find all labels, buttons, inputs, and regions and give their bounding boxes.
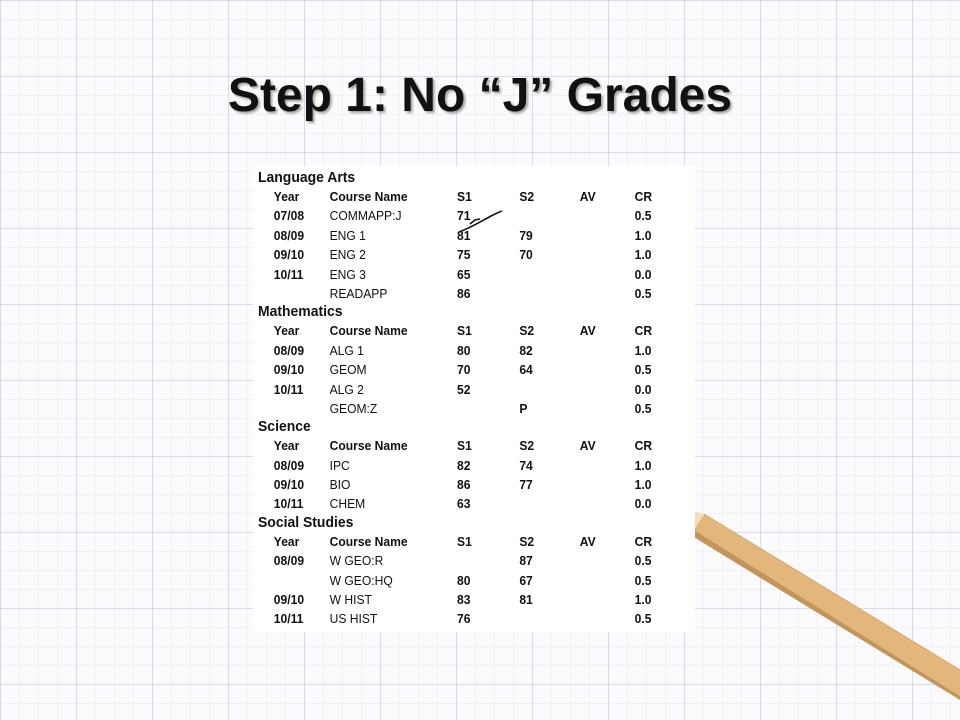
column-header-s2: S2 bbox=[519, 323, 535, 339]
cell-s1: 70 bbox=[457, 362, 471, 378]
cell-s2: 67 bbox=[519, 572, 533, 588]
cell-cr: 0.0 bbox=[634, 266, 652, 282]
cell-s1: 65 bbox=[457, 266, 471, 282]
section-title: Language Arts bbox=[258, 169, 356, 186]
cell-cr: 0.0 bbox=[634, 381, 652, 397]
transcript-section bbox=[258, 513, 653, 629]
cell-s2: 79 bbox=[519, 227, 533, 243]
transcript-body bbox=[258, 169, 653, 629]
cell-cr: 0.5 bbox=[634, 572, 652, 588]
pencil-image bbox=[690, 500, 960, 700]
cell-s1: 52 bbox=[457, 381, 471, 397]
handwritten-check-mark bbox=[456, 207, 504, 235]
table-row bbox=[258, 245, 652, 264]
table-row bbox=[258, 609, 652, 628]
table-header-row bbox=[258, 532, 653, 551]
table-row bbox=[258, 551, 652, 570]
cell-course: ALG 2 bbox=[329, 381, 364, 397]
cell-course: IPC bbox=[329, 457, 350, 473]
cell-year: 10/11 bbox=[273, 611, 304, 627]
cell-cr: 0.5 bbox=[634, 208, 652, 224]
column-header-course: Course Name bbox=[329, 189, 408, 204]
cell-year: 09/10 bbox=[273, 362, 305, 378]
column-header-av: AV bbox=[579, 438, 596, 454]
cell-s1: 80 bbox=[457, 342, 471, 358]
cell-cr: 0.5 bbox=[634, 362, 652, 378]
cell-cr: 0.5 bbox=[634, 553, 652, 569]
cell-s2: 77 bbox=[519, 477, 533, 493]
cell-s1: 83 bbox=[457, 592, 471, 608]
column-header-course: Course Name bbox=[329, 438, 408, 454]
column-header-s1: S1 bbox=[457, 189, 472, 204]
cell-course: READAPP bbox=[329, 285, 388, 301]
column-header-year: Year bbox=[273, 533, 300, 549]
cell-s1: 80 bbox=[457, 572, 471, 588]
cell-s1: 75 bbox=[457, 247, 471, 263]
cell-cr: 0.5 bbox=[634, 400, 652, 416]
table-header-row bbox=[258, 321, 653, 340]
cell-cr: 1.0 bbox=[634, 342, 652, 358]
cell-s2: 64 bbox=[519, 362, 533, 378]
cell-course: ENG 2 bbox=[329, 247, 366, 263]
transcript-image bbox=[253, 166, 695, 632]
cell-cr: 0.5 bbox=[634, 285, 652, 301]
cell-year: 07/08 bbox=[273, 208, 305, 224]
table-row bbox=[258, 571, 652, 590]
column-header-av: AV bbox=[579, 189, 596, 204]
cell-course: COMMAPP:J bbox=[329, 208, 402, 224]
column-header-cr: CR bbox=[634, 438, 653, 454]
cell-cr: 1.0 bbox=[634, 457, 652, 473]
table-row bbox=[258, 456, 652, 475]
table-row bbox=[258, 590, 652, 609]
cell-s2: 81 bbox=[519, 592, 533, 608]
column-header-s1: S1 bbox=[457, 323, 472, 339]
cell-year: 09/10 bbox=[273, 592, 305, 608]
cell-year: 08/09 bbox=[273, 553, 305, 569]
table-row bbox=[258, 226, 652, 245]
column-header-s2: S2 bbox=[519, 533, 535, 549]
table-row bbox=[258, 265, 652, 284]
column-header-s2: S2 bbox=[519, 189, 535, 204]
cell-cr: 0.0 bbox=[634, 496, 652, 512]
cell-s2: 87 bbox=[519, 553, 533, 569]
cell-course: US HIST bbox=[329, 611, 378, 627]
cell-s1: 63 bbox=[457, 496, 471, 512]
table-row bbox=[258, 380, 652, 399]
cell-s2: 74 bbox=[519, 457, 533, 473]
cell-s1: 71 bbox=[457, 208, 471, 224]
column-header-av: AV bbox=[579, 323, 596, 339]
table-row bbox=[258, 399, 652, 418]
table-header-row bbox=[258, 436, 653, 455]
cell-year: 09/10 bbox=[273, 477, 305, 493]
cell-s2: 70 bbox=[519, 247, 533, 263]
table-row bbox=[258, 494, 652, 513]
cell-year: 08/09 bbox=[273, 227, 305, 243]
column-header-s2: S2 bbox=[519, 438, 535, 454]
cell-s1: 86 bbox=[457, 477, 471, 493]
cell-s2: P bbox=[519, 400, 528, 416]
table-header-row bbox=[258, 187, 653, 206]
cell-year: 10/11 bbox=[273, 266, 304, 282]
cell-course: GEOM bbox=[329, 362, 367, 378]
column-header-year: Year bbox=[273, 323, 300, 339]
cell-s2: 82 bbox=[519, 342, 533, 358]
table-row bbox=[258, 475, 652, 494]
transcript-section bbox=[258, 303, 653, 418]
cell-course: BIO bbox=[329, 477, 351, 493]
cell-year: 09/10 bbox=[273, 247, 305, 263]
column-header-course: Course Name bbox=[329, 533, 408, 549]
cell-course: ENG 3 bbox=[329, 266, 366, 282]
section-title: Social Studies bbox=[258, 513, 354, 531]
column-header-cr: CR bbox=[634, 323, 653, 339]
cell-year: 10/11 bbox=[273, 496, 304, 512]
column-header-s1: S1 bbox=[457, 438, 472, 454]
cell-cr: 1.0 bbox=[634, 477, 652, 493]
cell-course: ALG 1 bbox=[329, 342, 364, 358]
column-header-av: AV bbox=[579, 533, 596, 549]
cell-course: CHEM bbox=[329, 496, 366, 512]
column-header-cr: CR bbox=[634, 533, 653, 549]
cell-year: 08/09 bbox=[273, 342, 305, 358]
transcript-section bbox=[258, 418, 653, 514]
cell-cr: 0.5 bbox=[634, 611, 652, 627]
column-header-course: Course Name bbox=[329, 323, 408, 339]
table-row bbox=[258, 284, 652, 303]
cell-year: 08/09 bbox=[273, 457, 305, 473]
table-row bbox=[258, 341, 652, 360]
cell-s1: 86 bbox=[457, 285, 471, 301]
cell-year: 10/11 bbox=[273, 381, 304, 397]
cell-course: W GEO:HQ bbox=[329, 572, 393, 588]
cell-course: ENG 1 bbox=[329, 227, 366, 243]
cell-course: W HIST bbox=[329, 592, 372, 608]
cell-cr: 1.0 bbox=[634, 227, 652, 243]
table-row bbox=[258, 360, 652, 379]
section-title: Science bbox=[258, 418, 311, 436]
cell-s1: 81 bbox=[457, 227, 471, 243]
cell-cr: 1.0 bbox=[634, 247, 652, 263]
transcript-section bbox=[258, 169, 653, 303]
column-header-s1: S1 bbox=[457, 533, 472, 549]
column-header-year: Year bbox=[273, 438, 300, 454]
cell-s1: 82 bbox=[457, 457, 471, 473]
section-title: Mathematics bbox=[258, 303, 343, 321]
cell-course: W GEO:R bbox=[329, 553, 384, 569]
table-row bbox=[258, 206, 652, 225]
slide-title: Step 1: No “J” Grades bbox=[227, 69, 733, 122]
cell-s1: 76 bbox=[457, 611, 471, 627]
cell-course: GEOM:Z bbox=[329, 400, 378, 416]
column-header-cr: CR bbox=[634, 189, 653, 204]
cell-cr: 1.0 bbox=[634, 592, 652, 608]
column-header-year: Year bbox=[273, 189, 300, 204]
